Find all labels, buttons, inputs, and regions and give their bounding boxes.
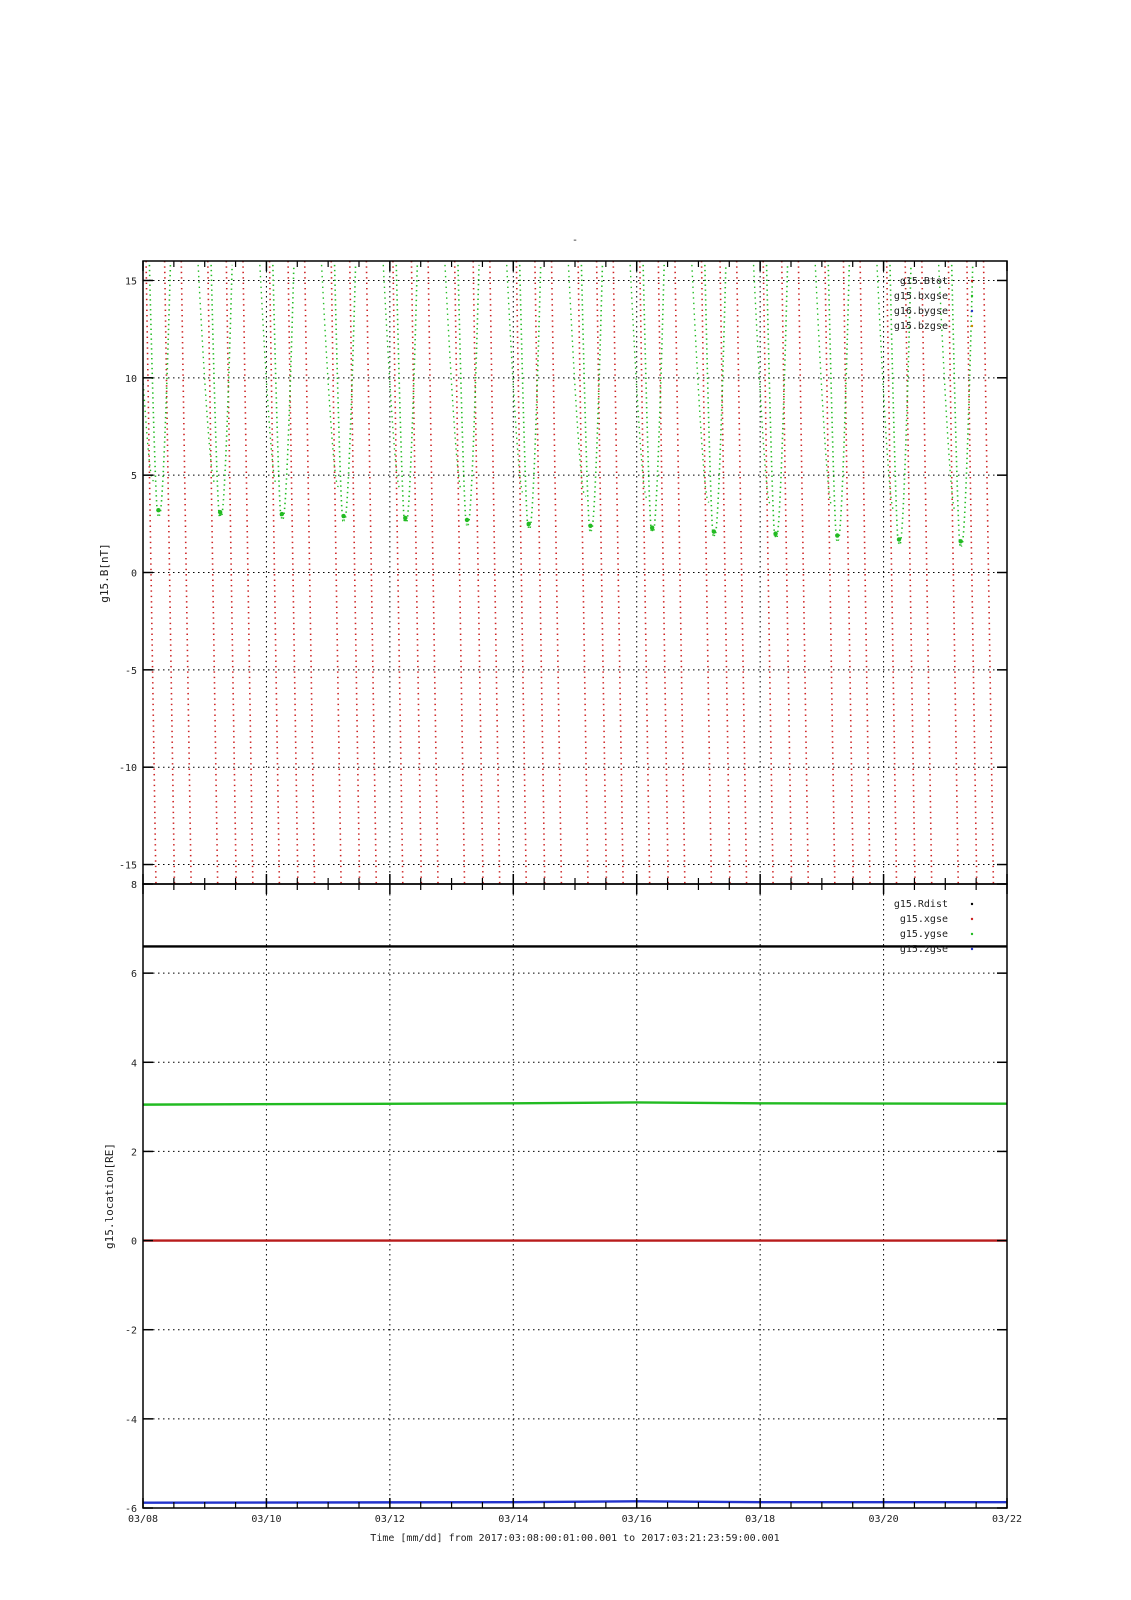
- btot-trace: [165, 261, 175, 884]
- y-tick-label: -15: [118, 860, 137, 872]
- data-lines: [143, 946, 1007, 1502]
- legend-label: g15.Rdist: [893, 899, 948, 910]
- btot-trace: [411, 261, 421, 884]
- legend-marker: [971, 933, 973, 935]
- y-tick-label: -4: [124, 1414, 137, 1426]
- x-tick-label: 03/08: [127, 1514, 159, 1525]
- legend-marker: [971, 325, 973, 327]
- x-tick-label: 03/14: [498, 1514, 529, 1525]
- legend-label: g15.ygse: [899, 929, 948, 940]
- bxgse-minimum-point: [341, 514, 345, 518]
- x-tick-label: 03/20: [868, 1514, 899, 1525]
- ygse-line: [143, 1102, 1007, 1104]
- btot-trace: [120, 261, 130, 884]
- bxgse-minimum-point: [403, 516, 407, 520]
- y-tick-label: 4: [130, 1058, 137, 1070]
- btot-trace: [366, 261, 376, 884]
- legend-label: g15.xgse: [899, 914, 948, 925]
- bxgse-dip: [396, 265, 417, 523]
- bxgse-trace: [260, 265, 277, 485]
- x-tick-label: 03/10: [251, 1514, 282, 1525]
- bxgse-trace: [877, 265, 894, 510]
- bxgse-trace: [198, 265, 215, 483]
- plot-frame: [143, 884, 1007, 1508]
- y-tick-label: -10: [118, 763, 137, 775]
- bxgse-minimum-point: [156, 508, 160, 512]
- legend-marker: [971, 918, 973, 920]
- btot-trace: [1029, 261, 1039, 884]
- y-axis-label: g15.location[RE]: [103, 1143, 116, 1249]
- legend-marker: [971, 310, 973, 312]
- bxgse-dip: [828, 265, 849, 540]
- y-ticks: [125, 880, 1007, 1515]
- bxgse-trace: [383, 265, 400, 489]
- x-tick-label: 03/16: [621, 1514, 652, 1525]
- bxgse-trace: [322, 265, 339, 487]
- magnetic-field-panel: [84, 261, 1055, 884]
- y-tick-label: 0: [130, 568, 137, 580]
- x-axis-label: Time [mm/dd] from 2017:03:08:00:01:00.001 to 2017:03:21:23:59:00.001: [370, 1533, 780, 1544]
- legend-marker: [971, 280, 973, 282]
- data-points: [84, 261, 1055, 884]
- grid: [143, 261, 1007, 884]
- btot-trace: [288, 261, 298, 884]
- bxgse-minimum-point: [773, 531, 777, 535]
- plot-frame: [143, 261, 1007, 884]
- bxgse-minimum-point: [959, 539, 963, 543]
- bxgse-dip: [581, 265, 602, 531]
- bxgse-minimum-point: [280, 512, 284, 516]
- btot-trace: [1045, 261, 1055, 884]
- btot-trace: [226, 261, 236, 884]
- y-tick-label: 2: [130, 1147, 137, 1159]
- bxgse-trace: [754, 265, 771, 504]
- y-tick-label: -2: [124, 1325, 137, 1337]
- bxgse-dip: [643, 265, 664, 532]
- y-tick-label: 0: [130, 1236, 137, 1248]
- y-axis-label: g15.B[nT]: [98, 543, 111, 603]
- legend-label: g15.bzgse: [893, 321, 948, 332]
- bxgse-dip: [458, 265, 479, 525]
- btot-trace: [181, 261, 191, 884]
- bxgse-minimum-point: [712, 529, 716, 533]
- bxgse-dip: [335, 265, 356, 521]
- legend-marker: [971, 903, 973, 905]
- x-tick-label: 03/22: [991, 1514, 1023, 1525]
- bxgse-trace: [136, 265, 153, 481]
- legend-marker: [971, 295, 973, 297]
- bxgse-dip: [705, 265, 726, 536]
- legend-label: g16.bygse: [893, 306, 948, 317]
- bxgse-minimum-point: [588, 524, 592, 528]
- y-tick-label: -6: [124, 1504, 137, 1515]
- legend-label: g15.zgse: [899, 944, 948, 955]
- page-title: -: [571, 235, 579, 246]
- y-tick-label: 15: [124, 276, 137, 288]
- legend-label: g15.bxgse: [893, 291, 948, 302]
- bxgse-minimum-point: [650, 526, 654, 530]
- bxgse-minimum-point: [465, 518, 469, 522]
- bxgse-minimum-point: [527, 522, 531, 526]
- location-panel: [103, 880, 1007, 1515]
- y-tick-label: 8: [130, 880, 137, 891]
- btot-trace: [1010, 261, 1020, 884]
- bxgse-trace: [815, 265, 832, 506]
- y-tick-label: -5: [124, 665, 137, 677]
- legend-marker: [971, 948, 973, 950]
- legend: [894, 276, 973, 332]
- y-tick-label: 6: [130, 969, 137, 981]
- y-tick-label: 10: [124, 373, 137, 385]
- y-tick-label: 5: [130, 471, 137, 483]
- x-tick-label: 03/12: [374, 1514, 405, 1525]
- bxgse-minimum-point: [218, 510, 222, 514]
- x-axis: [128, 1514, 1022, 1525]
- x-tick-label: 03/18: [745, 1514, 776, 1525]
- grid: [143, 884, 1007, 1508]
- btot-trace: [84, 261, 94, 884]
- bxgse-dip: [952, 265, 973, 546]
- bxgse-minimum-point: [897, 537, 901, 541]
- bxgse-minimum-point: [835, 533, 839, 537]
- legend-label: g15.Btot: [899, 276, 948, 287]
